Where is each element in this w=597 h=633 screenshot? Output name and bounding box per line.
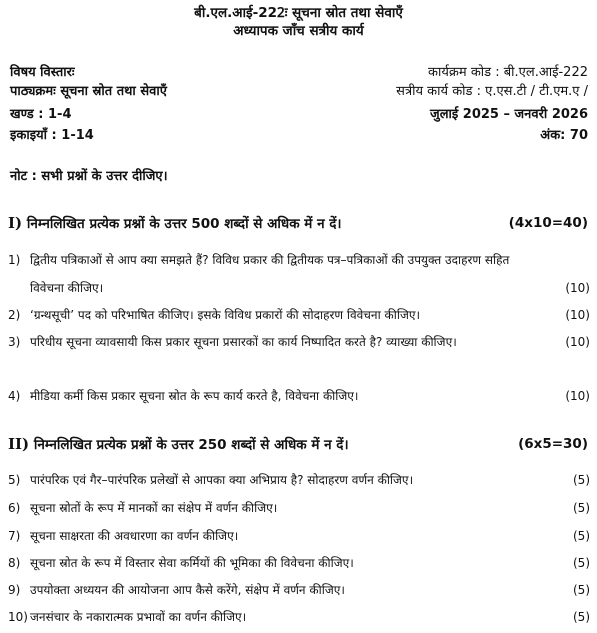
section-marks: (4x10=40) bbox=[508, 215, 588, 231]
question-text: सूचना साक्षरता की अवधारणा का वर्णन कीजिए। bbox=[30, 529, 239, 543]
question-marks: (10) bbox=[565, 308, 590, 322]
question-text: परिधीय सूचना व्यावसायी किस प्रकार सूचना प्रसारकों का कार्य निष्पादित करते है? व्याख्या कीजिए। bbox=[30, 335, 457, 349]
question-item bbox=[8, 328, 590, 356]
section-heading bbox=[8, 435, 588, 454]
question-item bbox=[8, 522, 590, 550]
question-number: 10) bbox=[8, 610, 28, 624]
question-number: 8) bbox=[8, 556, 21, 570]
question-text: ‘ग्रन्थसूची’ पद को परिभाषित कीजिए। इसके विविध प्रकारों की सोदाहरण विवेचना कीजिए। bbox=[30, 308, 421, 322]
question-number: 2) bbox=[8, 308, 21, 322]
document-subtitle: अध्यापक जाँच सत्रीय कार्य bbox=[233, 23, 364, 39]
question-text: पारंपरिक एवं गैर–पारंपरिक प्रलेखों से आपका क्या अभिप्राय है? सोदाहरण वर्णन कीजिए। bbox=[30, 473, 414, 487]
question-item bbox=[8, 576, 590, 604]
section-heading bbox=[8, 214, 588, 233]
course-label: पाठ्यक्रमः सूचना स्रोत तथा सेवाएँ bbox=[10, 84, 167, 99]
question-marks: (5) bbox=[573, 556, 590, 570]
question-number: 7) bbox=[8, 529, 21, 543]
question-item bbox=[8, 246, 590, 302]
question-marks: (5) bbox=[573, 501, 590, 515]
question-number: 1) bbox=[8, 253, 21, 267]
question-number: 4) bbox=[8, 389, 21, 403]
question-number: 6) bbox=[8, 501, 21, 515]
question-number: 3) bbox=[8, 335, 21, 349]
question-marks: (10) bbox=[565, 389, 590, 403]
question-marks: (5) bbox=[573, 473, 590, 487]
question-item bbox=[8, 549, 590, 577]
question-marks: (5) bbox=[573, 529, 590, 543]
units-label: इकाइयाँ : 1-14 bbox=[10, 128, 94, 143]
blocks-label: खण्ड : 1-4 bbox=[10, 107, 72, 122]
question-number: 9) bbox=[8, 583, 21, 597]
note-instruction: नोट : सभी प्रश्नों के उत्तर दीजिए। bbox=[10, 169, 168, 184]
question-item bbox=[8, 494, 590, 522]
section-number: I) bbox=[8, 214, 23, 232]
document-title: बी.एल.आई-222ः सूचना स्रोत तथा सेवाएँ bbox=[194, 5, 403, 21]
question-item bbox=[8, 466, 590, 494]
question-marks: (5) bbox=[573, 583, 590, 597]
question-marks: (10) bbox=[565, 335, 590, 349]
question-item bbox=[8, 382, 590, 410]
subject-label: विषय विस्तारः bbox=[10, 65, 75, 80]
question-text: उपयोक्ता अध्ययन की आयोजना आप कैसे करेंगे, संक्षेप में वर्णन कीजिए। bbox=[30, 583, 345, 597]
programme-code: कार्यक्रम कोड : बी.एल.आई-222 bbox=[428, 65, 588, 80]
question-item bbox=[8, 603, 590, 631]
question-item bbox=[8, 301, 590, 329]
question-text: द्वितीय पत्रिकाओं से आप क्या समझते हैं? विविध प्रकार की द्वितीयक पत्र–पत्रिकाओं की उपयुक्त उदाहरण सहित विवेचना कीजिए। bbox=[30, 253, 510, 295]
section-marks: (6x5=30) bbox=[518, 436, 588, 452]
assignment-code: सत्रीय कार्य कोड : ए.एस.टी / टी.एम.ए / bbox=[396, 84, 588, 99]
question-text: जनसंचार के नकारात्मक प्रभावों का वर्णन कीजिए। bbox=[30, 610, 247, 624]
question-marks: (5) bbox=[573, 610, 590, 624]
question-text: सूचना स्रोतों के रूप में मानकों का संक्षेप में वर्णन कीजिए। bbox=[30, 501, 278, 515]
session-dates: जुलाई 2025 – जनवरी 2026 bbox=[430, 107, 588, 122]
section-number: II) bbox=[8, 435, 30, 453]
question-text: मीडिया कर्मी किस प्रकार सूचना स्रोत के रूप कार्य करते है, विवेचना कीजिए। bbox=[30, 389, 359, 403]
total-marks: अंक: 70 bbox=[540, 128, 588, 143]
question-number: 5) bbox=[8, 473, 21, 487]
section-instruction: निम्नलिखित प्रत्येक प्रश्नों के उत्तर 250 शब्दों से अधिक में न दें। bbox=[33, 437, 349, 453]
question-marks: (10) bbox=[565, 281, 590, 295]
question-text: सूचना स्रोत के रूप में विस्तार सेवा कर्मियों की भूमिका की विवेचना कीजिए। bbox=[30, 556, 354, 570]
section-instruction: निम्नलिखित प्रत्येक प्रश्नों के उत्तर 500 शब्दों से अधिक में न दें। bbox=[26, 216, 342, 232]
